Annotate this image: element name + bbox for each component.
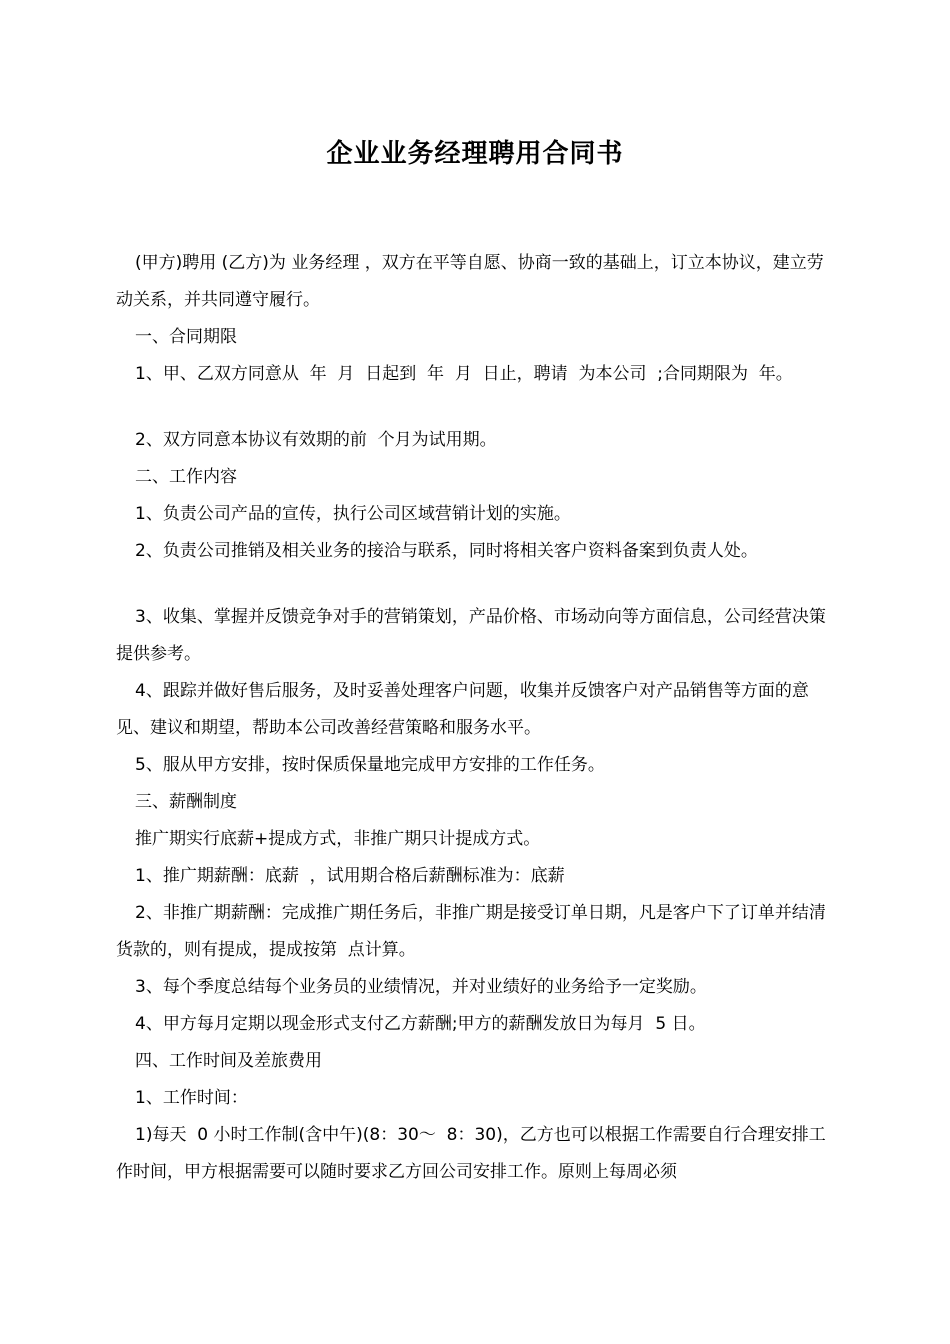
clause-work-3: 3、收集、掌握并反馈竞争对手的营销策划，产品价格、市场动向等方面信息，公司经营决策提供参考。 [116, 607, 826, 664]
clause-hours-1: 1、工作时间： [135, 1088, 248, 1108]
clause-work-1: 1、负责公司产品的宣传，执行公司区域营销计划的实施。 [135, 504, 571, 524]
section-heading-work: 二、工作内容 [135, 467, 237, 487]
clause-salary-3: 3、每个季度总结每个业务员的业绩情况，并对业绩好的业务给予一定奖励。 [135, 977, 707, 997]
clause-work-4: 4、跟踪并做好售后服务，及时妥善处理客户问题，收集并反馈客户对产品销售等方面的意见、建议和期望，帮助本公司改善经营策略和服务水平。 [116, 681, 809, 738]
paragraph-intro: (甲方)聘用 (乙方)为 业务经理 ，双方在平等自愿、协商一致的基础上，订立本协议，建立劳动关系，并共同遵守履行。 [116, 253, 824, 310]
section-heading-hours: 四、工作时间及差旅费用 [135, 1051, 322, 1071]
clause-salary-2: 2、非推广期薪酬：完成推广期任务后，非推广期是接受订单日期，凡是客户下了订单并结清货款的，则有提成，提成按第 点计算。 [116, 903, 826, 960]
clause-term-2: 2、双方同意本协议有效期的前 个月为试用期。 [135, 430, 497, 450]
clause-term-1: 1、甲、乙双方同意从 年 月 日起到 年 月 日止，聘请 为本公司 ;合同期限为 年。 [135, 364, 793, 384]
clause-work-2: 2、负责公司推销及相关业务的接洽与联系，同时将相关客户资料备案到负责人处。 [135, 541, 758, 561]
document-title: 企业业务经理聘用合同书 [326, 139, 624, 169]
clause-salary-intro: 推广期实行底薪+提成方式，非推广期只计提成方式。 [135, 829, 541, 849]
section-heading-term: 一、合同期限 [135, 327, 237, 347]
clause-hours-1-detail: 1)每天 0 小时工作制(含中午)(8：30～ 8：30)，乙方也可以根据工作需要自行合理安排工作时间，甲方根据需要可以随时要求乙方回公司安排工作。原则上每周必须 [116, 1125, 826, 1182]
section-heading-salary: 三、薪酬制度 [135, 792, 237, 812]
clause-work-5: 5、服从甲方安排，按时保质保量地完成甲方安排的工作任务。 [135, 755, 605, 775]
clause-salary-4: 4、甲方每月定期以现金形式支付乙方薪酬;甲方的薪酬发放日为每月 5 日。 [135, 1014, 706, 1034]
document-body [116, 245, 836, 1191]
clause-salary-1: 1、推广期薪酬：底薪 ，试用期合格后薪酬标准为：底薪 [135, 866, 565, 886]
